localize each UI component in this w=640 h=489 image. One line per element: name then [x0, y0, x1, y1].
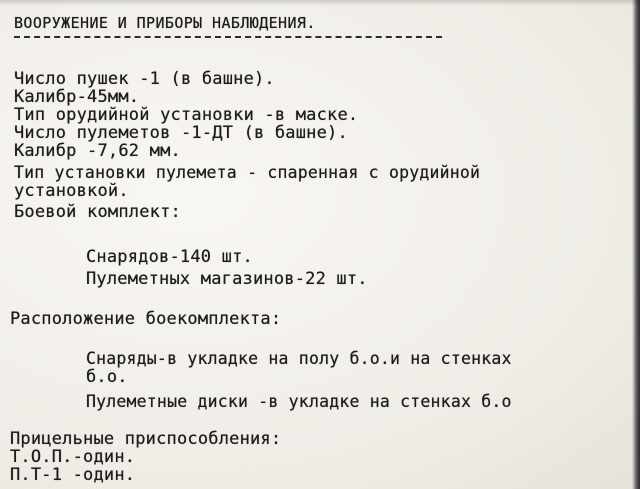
placement-shells-cont: б.о. [86, 367, 128, 387]
sight-pt1: П.Т-1 -один. [10, 465, 136, 485]
page-edge-shadow [632, 0, 640, 489]
placement-shells: Снаряды-в укладке на полу б.о.и на стенках [86, 349, 512, 368]
sights-heading: Прицельные приспособления: [10, 429, 282, 449]
sight-top: Т.О.П.-один. [10, 447, 136, 467]
text-line-mg-mount: Тип установки пулемета - спаренная с орудийной [14, 163, 481, 182]
placement-mg-disks: Пулеметные диски -в укладке на стенках б.о [86, 392, 512, 411]
text-line-mount-type: Тип орудийной установки -в маске. [14, 105, 359, 125]
text-line-caliber: Калибр-45мм. [14, 87, 140, 107]
page-top-shadow [0, 0, 640, 6]
text-line-guns: Число пушек -1 (в башне). [14, 69, 275, 89]
text-line-machine-guns: Число пулеметов -1-ДТ (в башне). [14, 123, 348, 143]
text-line-mg-mount-cont: установкой. [14, 181, 129, 201]
ammo-magazines: Пулеметных магазинов-22 шт. [86, 269, 368, 289]
title-underline [14, 36, 442, 38]
text-line-combat-load: Боевой комплект: [14, 202, 181, 222]
placement-heading: Расположение боекомплекта: [10, 309, 282, 329]
text-line-mg-caliber: Калибр -7,62 мм. [14, 141, 181, 161]
ammo-shells: Снарядов-140 шт. [86, 247, 253, 267]
document-title: ВООРУЖЕНИЕ И ПРИБОРЫ НАБЛЮДЕНИЯ. [14, 14, 316, 32]
